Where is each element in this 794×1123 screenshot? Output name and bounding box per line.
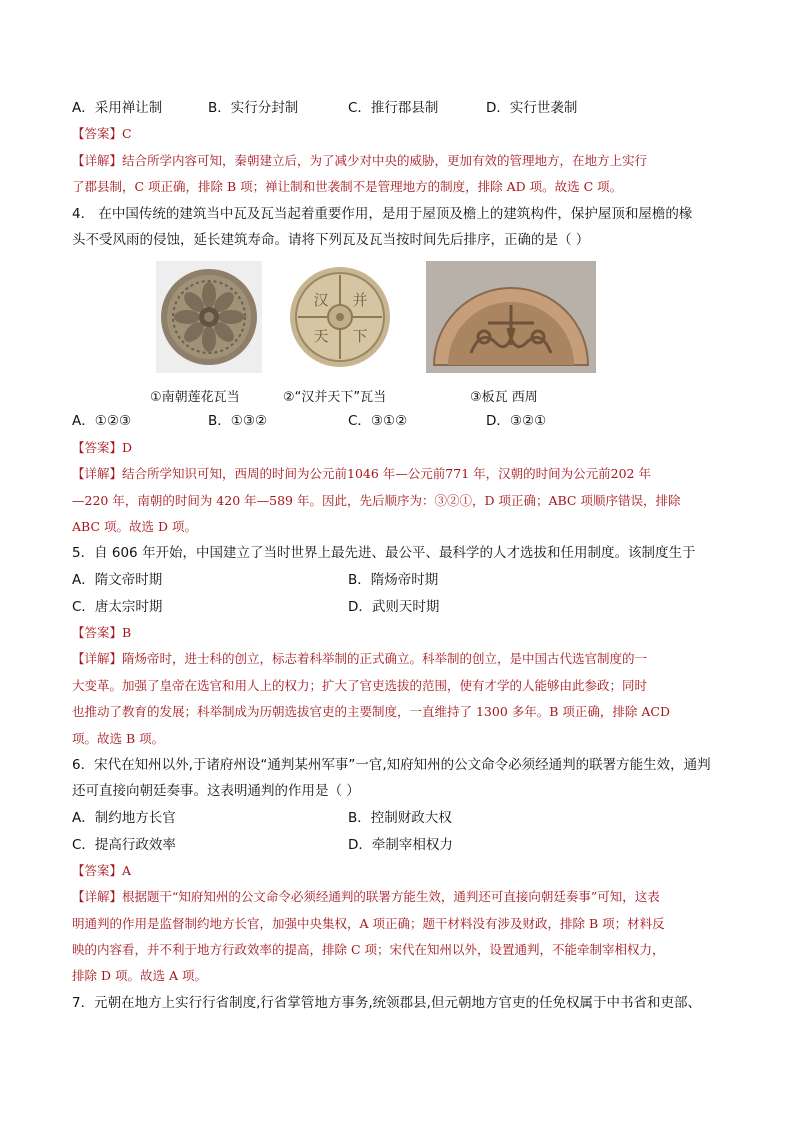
q3-option-c[interactable]: C．推行郡县制 bbox=[348, 100, 439, 116]
q6-detail-line: 明通判的作用是监督制约地方长官，加强中央集权，A 项正确；题干材料没有涉及财政，排除 B 项；材料反 bbox=[72, 916, 665, 931]
q5-detail-line: 【详解】隋炀帝时，进士科的创立，标志着科举制的正式确立。科举制的创立，是中国古代选官制度的一 bbox=[72, 651, 648, 666]
q5-option-c[interactable]: C．唐太宗时期 bbox=[72, 599, 163, 615]
q6-option-b[interactable]: B．控制财政大权 bbox=[348, 810, 452, 826]
q6-detail-line: 映的内容看，并不利于地方行政效率的提高，排除 C 项；宋代在知州以外，设置通判，不能牵制宰相权力， bbox=[72, 942, 665, 957]
lotus-tile-image bbox=[156, 261, 262, 373]
q3-detail-line: 了郡县制，C 项正确，排除 B 项；禅让制和世袭制不是管理地方的制度，排除 AD 项。故选 C 项。 bbox=[72, 179, 623, 194]
q3-option-d[interactable]: D．实行世袭制 bbox=[486, 100, 578, 116]
q4-detail-line: ABC 项。故选 D 项。 bbox=[72, 519, 197, 534]
q3-answer: 【答案】C bbox=[72, 126, 132, 141]
q3-detail-line: 【详解】结合所学内容可知，秦朝建立后，为了减少对中央的威胁，更加有效的管理地方，在地方上实行 bbox=[72, 153, 648, 168]
q4-option-b[interactable]: B．①③② bbox=[208, 413, 268, 429]
q5-answer: 【答案】B bbox=[72, 625, 132, 640]
han-tile-image bbox=[283, 261, 397, 373]
q3-option-a[interactable]: A．采用禅让制 bbox=[72, 100, 163, 116]
q5-stem: 5．自 606 年开始，中国建立了当时世界上最先进、最公平、最科学的人才选拔和任用制度。该制度生于 bbox=[72, 545, 696, 561]
q6-option-a[interactable]: A．制约地方长官 bbox=[72, 810, 176, 826]
q4-option-d[interactable]: D．③②① bbox=[486, 413, 547, 429]
zhou-tile-caption: ③板瓦 西周 bbox=[470, 390, 538, 405]
q4-option-a[interactable]: A．①②③ bbox=[72, 413, 132, 429]
q4-option-c[interactable]: C．③①② bbox=[348, 413, 408, 429]
q5-option-d[interactable]: D．武则天时期 bbox=[348, 599, 440, 615]
q6-answer: 【答案】A bbox=[72, 863, 132, 878]
q4-stem-line: 头不受风雨的侵蚀，延长建筑寿命。请将下列瓦及瓦当按时间先后排序，正确的是（ ） bbox=[72, 232, 590, 248]
q6-stem-line: 6．宋代在知州以外,于诸府州设“通判某州军事”一官,知府知州的公文命令必须经通判的联署方能生效，通判 bbox=[72, 757, 711, 773]
tile-char: 下 bbox=[352, 327, 368, 345]
q7-stem: 7．元朝在地方上实行行省制度,行省掌管地方事务,统领郡县,但元朝地方官吏的任免权属于中书省和吏部、 bbox=[72, 995, 701, 1011]
q4-detail-line: 【详解】结合所学知识可知，西周的时间为公元前1046 年—公元前771 年，汉朝的时间为公元前202 年 bbox=[72, 466, 651, 481]
q5-option-a[interactable]: A．隋文帝时期 bbox=[72, 572, 163, 588]
q5-detail-line: 也推动了教育的发展；科举制成为历朝选拔官吏的主要制度，一直维持了 1300 多年。B 项正确，排除 ACD bbox=[72, 704, 671, 719]
q6-detail-line: 排除 D 项。故选 A 项。 bbox=[72, 968, 207, 983]
tile-char: 并 bbox=[352, 291, 368, 309]
q5-detail-line: 项。故选 B 项。 bbox=[72, 731, 165, 746]
tile-char: 汉 bbox=[313, 291, 329, 309]
tile-char: 天 bbox=[313, 327, 329, 345]
q5-detail-line: 大变革。加强了皇帝在选官和用人上的权力；扩大了官吏选拔的范围，使有才学的人能够由此参政；同时 bbox=[72, 678, 648, 693]
q4-answer: 【答案】D bbox=[72, 440, 133, 455]
q6-stem-line: 还可直接向朝廷奏事。这表明通判的作用是（ ） bbox=[72, 783, 360, 799]
han-tile-caption: ②“汉并天下”瓦当 bbox=[283, 390, 387, 405]
q6-option-c[interactable]: C．提高行政效率 bbox=[72, 837, 176, 853]
q3-option-b[interactable]: B．实行分封制 bbox=[208, 100, 299, 116]
q4-stem-line: 4． 在中国传统的建筑当中瓦及瓦当起着重要作用，是用于屋顶及檐上的建筑构件，保护屋顶和屋檐的椽 bbox=[72, 206, 693, 222]
q6-detail-line: 【详解】根据题干“知府知州的公文命令必须经通判的联署方能生效，通判还可直接向朝廷奏事”可知，这表 bbox=[72, 889, 660, 904]
q4-detail-line: —220 年，南朝的时间为 420 年—589 年。因此，先后顺序为：③②①，D 项正确；ABC 项顺序错误，排除 bbox=[72, 493, 681, 508]
q6-option-d[interactable]: D．牵制宰相权力 bbox=[348, 837, 453, 853]
western-zhou-tile-image bbox=[426, 261, 596, 373]
q5-option-b[interactable]: B．隋炀帝时期 bbox=[348, 572, 439, 588]
lotus-tile-caption: ①南朝莲花瓦当 bbox=[150, 390, 240, 405]
